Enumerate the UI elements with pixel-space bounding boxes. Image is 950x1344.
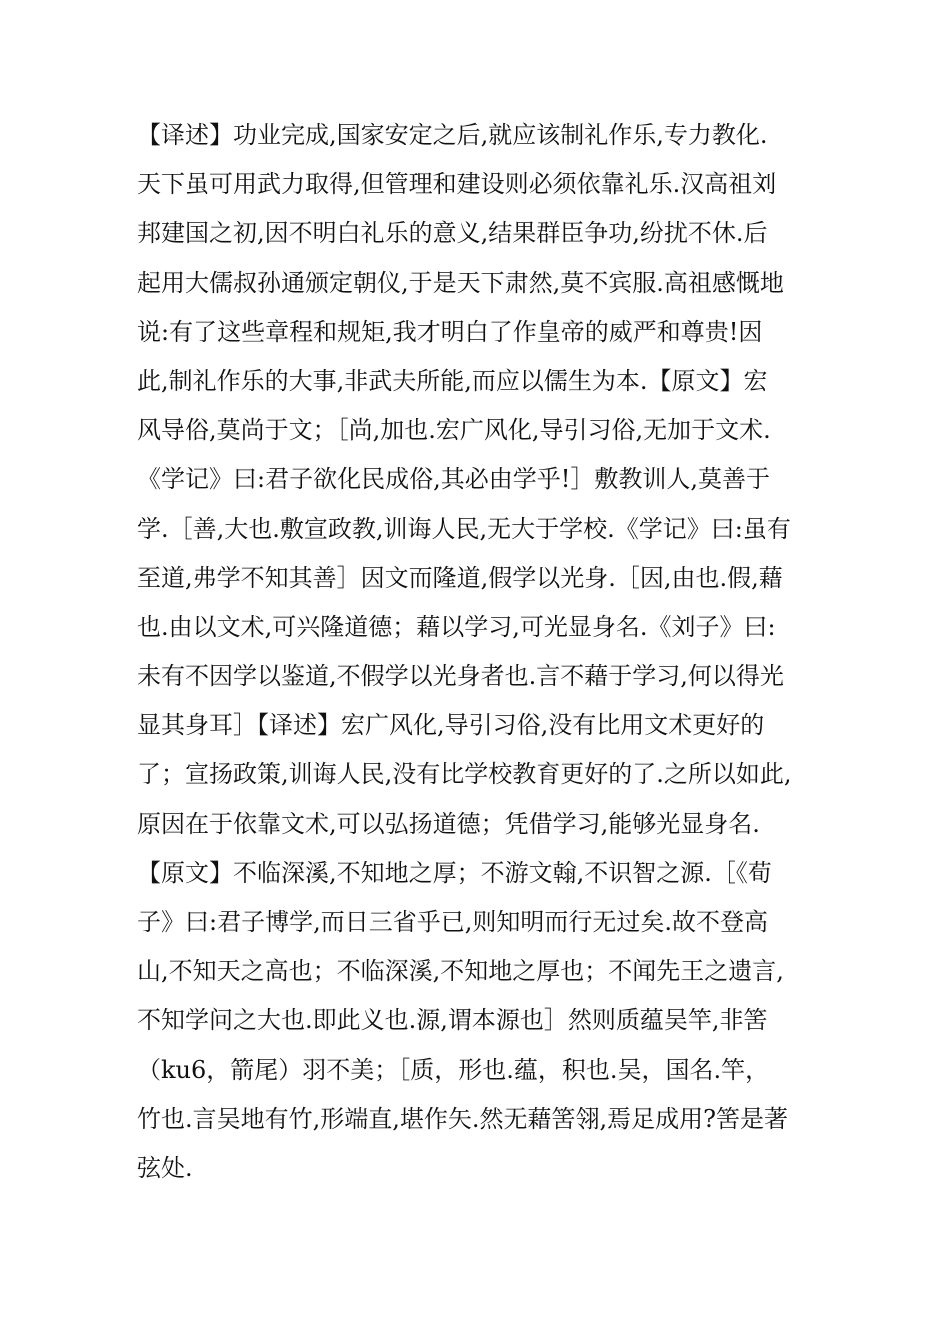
text-line-16: 【原文】不临深溪,不知地之厚；不游文翰,不识智之源.［《荀 xyxy=(137,858,772,887)
text-line-13: 显其身耳］【译述】宏广风化,导引习俗,没有比用文术更好的 xyxy=(137,711,765,740)
text-line-11: 也.由以文术,可兴隆道德；藉以学习,可光显身名.《刘子》曰: xyxy=(137,612,776,641)
text-line-6: 此,制礼作乐的大事,非武夫所能,而应以儒生为本.【原文】宏 xyxy=(137,366,768,395)
text-line-19: 不知学问之大也.即此义也.源,谓本源也］然则质蕴吴竿,非筈 xyxy=(137,1006,768,1035)
text-line-3: 邦建国之初,因不明白礼乐的意义,结果群臣争功,纷扰不休.后 xyxy=(137,219,768,248)
text-line-2: 天下虽可用武力取得,但管理和建设则必须依靠礼乐.汉高祖刘 xyxy=(137,170,777,199)
text-line-9: 学.［善,大也.敷宣政教,训诲人民,无大于学校.《学记》曰:虽有 xyxy=(137,514,791,543)
document-body xyxy=(137,111,837,1193)
text-line-18: 山,不知天之高也；不临深溪,不知地之厚也；不闻先王之遗言, xyxy=(137,957,784,986)
text-line-8: 《学记》曰:君子欲化民成俗,其必由学乎!］敷教训人,莫善于 xyxy=(137,465,770,494)
text-line-7: 风导俗,莫尚于文；［尚,加也.宏广风化,导引习俗,无加于文术. xyxy=(137,416,771,445)
text-line-20: （ku6，箭尾）羽不美；［质，形也.蕴，积也.吴，国名.竿， xyxy=(137,1055,770,1084)
text-line-4: 起用大儒叔孙通颁定朝仪,于是天下肃然,莫不宾服.高祖感慨地 xyxy=(137,268,784,297)
text-line-21: 竹也.言吴地有竹,形端直,堪作矢.然无藉筈翎,焉足成用?筈是著 xyxy=(137,1104,789,1133)
text-line-1: 【译述】功业完成,国家安定之后,就应该制礼作乐,专力教化. xyxy=(137,121,768,149)
text-line-5: 说:有了这些章程和规矩,我才明白了作皇帝的威严和尊贵!因 xyxy=(137,317,763,346)
text-line-12: 未有不因学以鉴道,不假学以光身者也.言不藉于学习,何以得光 xyxy=(137,662,784,691)
text-line-14: 了；宣扬政策,训诲人民,没有比学校教育更好的了.之所以如此, xyxy=(137,760,792,789)
text-line-17: 子》曰:君子博学,而日三省乎已,则知明而行无过矣.故不登高 xyxy=(137,908,768,936)
text-line-10: 至道,弗学不知其善］因文而隆道,假学以光身.［因,由也.假,藉 xyxy=(137,563,783,592)
text-line-22: 弦处. xyxy=(137,1153,193,1182)
text-line-15: 原因在于依靠文术,可以弘扬道德；凭借学习,能够光显身名. xyxy=(137,809,760,838)
